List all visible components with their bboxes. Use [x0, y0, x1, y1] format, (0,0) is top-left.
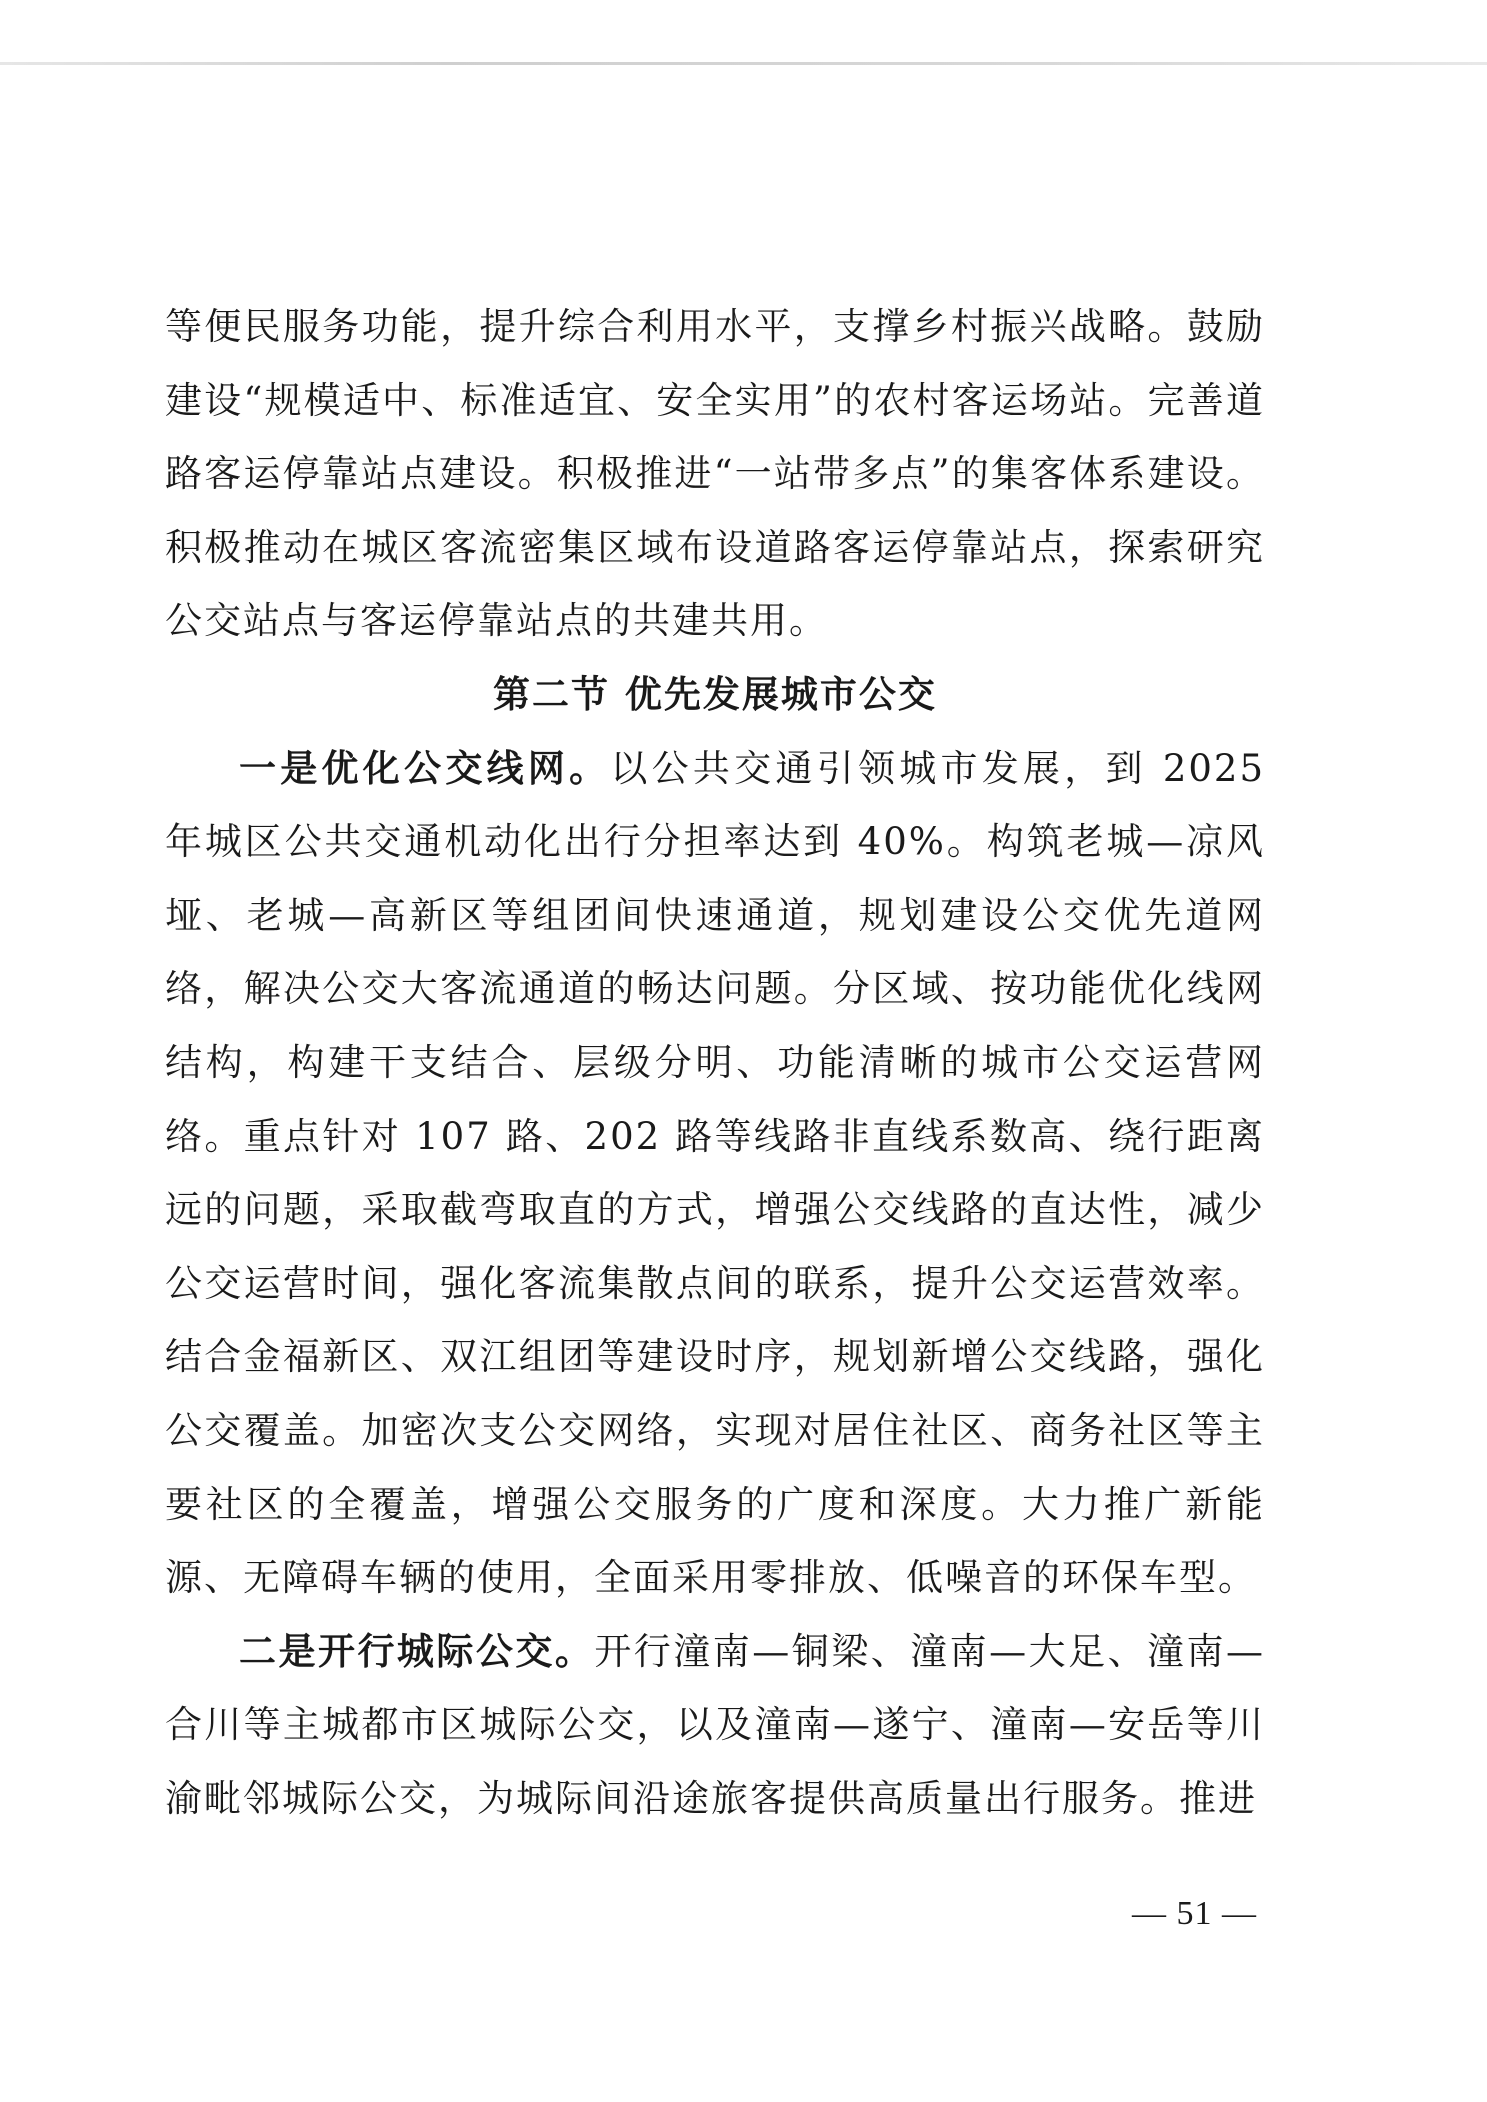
paragraph-lead: 一是优化公交线网。: [239, 745, 611, 790]
section-title: 第二节 优先发展城市公交: [493, 672, 937, 716]
paragraph-body: 开行潼南—铜梁、潼南—大足、潼南—合川等主城都市区城际公交，以及潼南—遂宁、潼南—安岳等川渝毗邻城际公交，为城际间沿途旅客提供高质量出行服务。推进: [165, 1629, 1266, 1820]
paragraph-continuation: 等便民服务功能，提升综合利用水平，支撑乡村振兴战略。鼓励建设“规模适中、标准适宜、安全实用”的农村客运场站。完善道路客运停靠站点建设。积极推进“一站带多点”的集客体系建设。积极推动在城区客流密集区域布设道路客运停靠站点，探索研究公交站点与客运停靠站点的共建共用。: [165, 305, 1265, 643]
paragraph-optimize-network: [165, 732, 1265, 1615]
page-number: — 51 —: [1132, 1895, 1257, 1932]
document-page: [165, 290, 1265, 1835]
paragraph-body: 以公共交通引领城市发展，到 2025 年城区公共交通机动化出行分担率达到 40%。构筑老城—凉风垭、老城—高新区等组团间快速通道，规划建设公交优先道网络，解决公交大客流通道的畅达问题。分区域、按功能优化线网结构，构建干支结合、层级分明、功能清晰的城市公交运营网络。重点针对 107 路、202 路等线路非直线系数高、绕行距离远的问题，采取截弯取直的方式，增强公交线路的直达性，减少公交运营时间，强化客流集散点间的联系，提升公交运营效率。结合金福新区、双江组团等建设时序，规划新增公交线路，强化公交覆盖。加密次支公交网络，实现对居住社区、商务社区等主要社区的全覆盖，增强公交服务的广度和深度。大力推广新能源、无障碍车辆的使用，全面采用零排放、低噪音的环保车型。: [165, 746, 1265, 1600]
scan-edge-line: [0, 62, 1487, 65]
paragraph-intercity-bus: [165, 1615, 1265, 1836]
paragraph-lead: 二是开行城际公交。: [239, 1628, 595, 1673]
